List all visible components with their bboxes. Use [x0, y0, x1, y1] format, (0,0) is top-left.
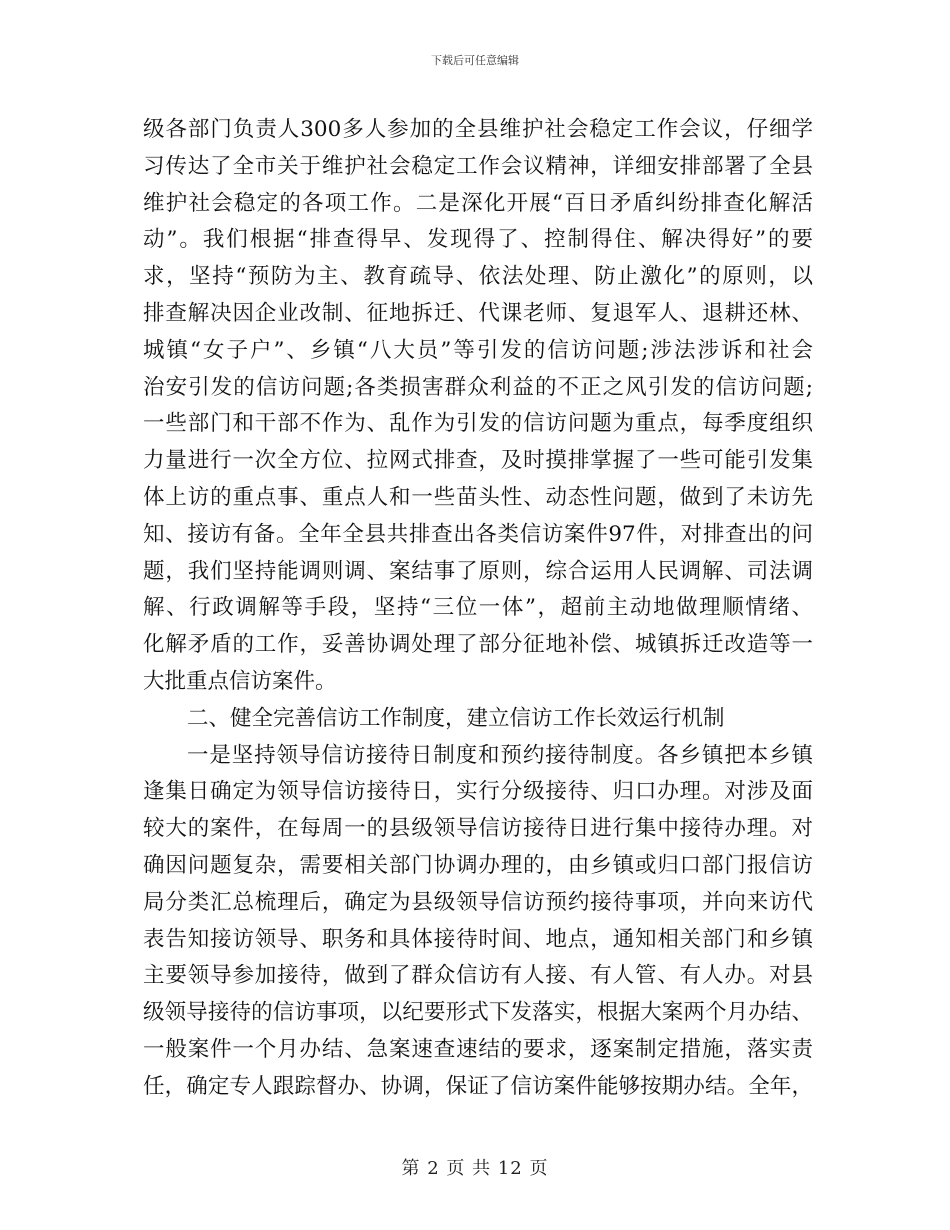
body-line: 解、行政调解等手段，坚持“三位一体”，超前主动地做理顺情绪、	[143, 595, 813, 621]
body-line: 排查解决因企业改制、征地拆迁、代课老师、复退军人、退耕还林、	[143, 300, 813, 326]
body-line: 级领导接待的信访事项，以纪要形式下发落实，根据大案两个月办结、	[143, 1000, 813, 1026]
page-number-footer: 第 2 页 共 12 页	[401, 1158, 549, 1179]
body-line: 主要领导参加接待，做到了群众信访有人接、有人管、有人办。对县	[143, 963, 813, 989]
body-line: 一些部门和干部不作为、乱作为引发的信访问题为重点，每季度组织	[143, 411, 813, 437]
body-line: 表告知接访领导、职务和具体接待时间、地点，通知相关部门和乡镇	[143, 926, 813, 952]
body-line: 化解矛盾的工作，妥善协调处理了部分征地补偿、城镇拆迁改造等一	[143, 632, 813, 658]
body-line: 局分类汇总梳理后，确定为县级领导信访预约接待事项，并向来访代	[143, 889, 813, 915]
document-body	[143, 112, 813, 1106]
body-line: 知、接访有备。全年全县共排查出各类信访案件97件，对排查出的问	[143, 521, 813, 547]
page-header-note: 下载后可任意编辑	[431, 54, 519, 67]
body-line: 力量进行一次全方位、拉网式排查，及时摸排掌握了一些可能引发集	[143, 448, 813, 474]
body-line: 求，坚持“预防为主、教育疏导、依法处理、防止激化”的原则，以	[143, 264, 813, 290]
body-line: 习传达了全市关于维护社会稳定工作会议精神，详细安排部署了全县	[143, 153, 813, 179]
body-line: 维护社会稳定的各项工作。二是深化开展“百日矛盾纠纷排查化解活	[143, 190, 813, 216]
body-line: 一是坚持领导信访接待日制度和预约接待制度。各乡镇把本乡镇	[187, 742, 813, 768]
body-line: 动”。我们根据“排查得早、发现得了、控制得住、解决得好”的要	[143, 227, 813, 253]
body-line: 题，我们坚持能调则调、案结事了原则，综合运用人民调解、司法调	[143, 558, 813, 584]
body-line: 体上访的重点事、重点人和一些苗头性、动态性问题，做到了未访先	[143, 484, 813, 510]
body-line: 确因问题复杂，需要相关部门协调办理的，由乡镇或归口部门报信访	[143, 852, 813, 878]
body-line: 较大的案件，在每周一的县级领导信访接待日进行集中接待办理。对	[143, 816, 813, 842]
body-line: 一般案件一个月办结、急案速查速结的要求，逐案制定措施，落实责	[143, 1036, 813, 1062]
body-line: 大批重点信访案件。	[143, 668, 337, 694]
section-heading: 二、健全完善信访工作制度，建立信访工作长效运行机制	[187, 705, 725, 731]
body-line: 治安引发的信访问题;各类损害群众利益的不正之风引发的信访问题;	[143, 374, 813, 400]
body-line: 城镇“女子户”、乡镇“八大员”等引发的信访问题;涉法涉诉和社会	[143, 337, 813, 363]
body-line: 任，确定专人跟踪督办、协调，保证了信访案件能够按期办结。全年，	[143, 1073, 813, 1099]
body-line: 逢集日确定为领导信访接待日，实行分级接待、归口办理。对涉及面	[143, 779, 813, 805]
body-line: 级各部门负责人300多人参加的全县维护社会稳定工作会议，仔细学	[143, 117, 813, 142]
